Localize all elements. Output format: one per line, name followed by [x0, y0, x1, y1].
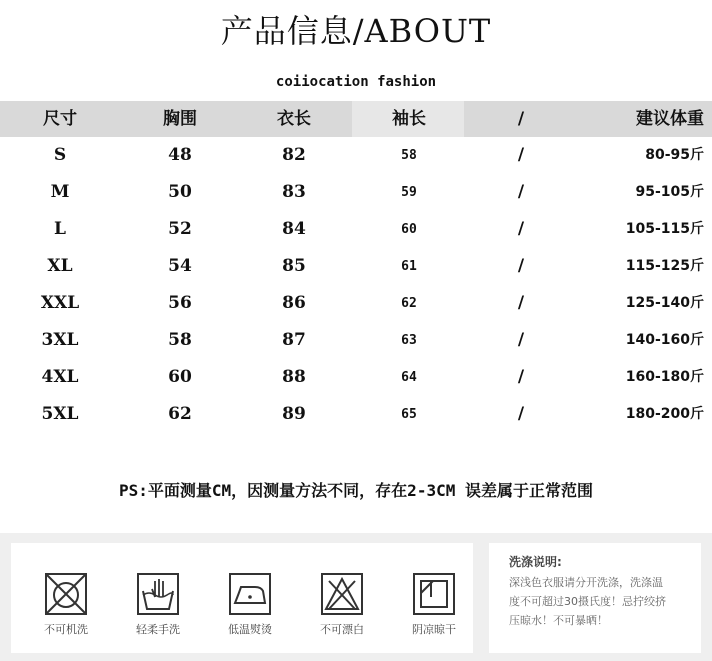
wash-instructions-line: 深浅色衣服请分开洗涤，洗涤温 — [509, 576, 663, 589]
cell-chest: 60 — [168, 367, 192, 387]
cell-length: 85 — [282, 256, 306, 276]
cell-size: 4XL — [41, 367, 79, 387]
wash-instructions-line: 压晾水！不可暴晒！ — [509, 614, 608, 627]
cell-weight: 140-160斤 — [625, 332, 704, 348]
cell-weight: 95-105斤 — [635, 184, 704, 200]
cell-weight: 180-200斤 — [625, 406, 704, 422]
cell-length: 84 — [282, 219, 306, 239]
dry-in-shade-icon — [411, 571, 457, 617]
cell-sleeve: 64 — [401, 370, 417, 385]
header-length: 衣长 — [277, 109, 311, 129]
cell-weight: 105-115斤 — [625, 221, 704, 237]
cell-sep: / — [517, 256, 525, 276]
care-label: 不可漂白 — [320, 623, 364, 636]
cell-length: 87 — [282, 330, 306, 350]
cell-length: 83 — [282, 182, 306, 202]
cell-size: S — [53, 145, 67, 165]
cell-size: XL — [47, 256, 73, 276]
cell-sep: / — [517, 219, 525, 239]
care-label: 低温熨烫 — [228, 623, 272, 636]
care-label: 不可机洗 — [44, 623, 88, 636]
cell-length: 88 — [282, 367, 306, 387]
cell-size: L — [54, 219, 66, 239]
cell-size: 5XL — [41, 404, 79, 424]
cell-sep: / — [517, 404, 525, 424]
measurement-note: PS:平面测量CM，因测量方法不同，存在2-3CM 误差属于正常范围 — [119, 481, 593, 500]
low-iron-icon — [227, 571, 273, 617]
cell-sep: / — [517, 182, 525, 202]
cell-chest: 52 — [168, 219, 192, 239]
cell-chest: 56 — [168, 293, 192, 313]
cell-weight: 80-95斤 — [645, 147, 704, 163]
header-chest: 胸围 — [163, 109, 197, 129]
cell-sep: / — [517, 293, 525, 313]
header-size: 尺寸 — [43, 109, 77, 129]
care-item-hand-wash — [121, 571, 195, 637]
cell-size: 3XL — [41, 330, 79, 350]
care-item-low-iron — [213, 571, 287, 637]
hand-wash-icon — [135, 571, 181, 617]
brand-subtitle: coiiocation fashion — [275, 74, 437, 90]
header-separator: / — [517, 109, 525, 129]
cell-size: XXL — [40, 293, 80, 313]
cell-length: 82 — [282, 145, 306, 165]
cell-chest: 50 — [168, 182, 192, 202]
cell-weight: 125-140斤 — [625, 295, 704, 311]
wash-instructions-line: 度不可超过30摄氏度！忌拧绞挤 — [509, 595, 666, 608]
cell-chest: 62 — [168, 404, 192, 424]
cell-chest: 54 — [168, 256, 192, 276]
cell-sleeve: 59 — [401, 185, 417, 200]
wash-instructions-title: 洗涤说明: — [509, 555, 562, 569]
cell-sleeve: 62 — [401, 296, 417, 311]
cell-weight: 115-125斤 — [625, 258, 704, 274]
cell-sleeve: 60 — [401, 222, 417, 237]
care-item-no-bleach — [305, 571, 379, 637]
cell-sep: / — [517, 330, 525, 350]
header-sleeve: 袖长 — [392, 109, 426, 129]
no-bleach-icon — [319, 571, 365, 617]
cell-weight: 160-180斤 — [625, 369, 704, 385]
care-label: 阴凉晾干 — [412, 623, 456, 636]
cell-length: 86 — [282, 293, 306, 313]
care-panel — [0, 533, 712, 661]
cell-size: M — [50, 182, 70, 202]
cell-sleeve: 61 — [401, 259, 417, 274]
header-weight: 建议体重 — [636, 109, 704, 129]
cell-sep: / — [517, 145, 525, 165]
cell-sleeve: 63 — [401, 333, 417, 348]
cell-length: 89 — [282, 404, 306, 424]
care-item-no-machine-wash — [29, 571, 103, 637]
page-title: 产品信息/ABOUT — [220, 12, 492, 50]
no-machine-wash-icon — [43, 571, 89, 617]
wash-instructions-text — [509, 573, 691, 630]
care-item-dry-in-shade — [397, 571, 471, 637]
cell-sleeve: 65 — [401, 407, 417, 422]
cell-chest: 48 — [168, 145, 192, 165]
cell-sleeve: 58 — [401, 148, 417, 163]
cell-chest: 58 — [168, 330, 192, 350]
cell-sep: / — [517, 367, 525, 387]
care-icons-box — [11, 543, 473, 653]
wash-instructions-box — [489, 543, 701, 653]
care-label: 轻柔手洗 — [136, 623, 180, 636]
